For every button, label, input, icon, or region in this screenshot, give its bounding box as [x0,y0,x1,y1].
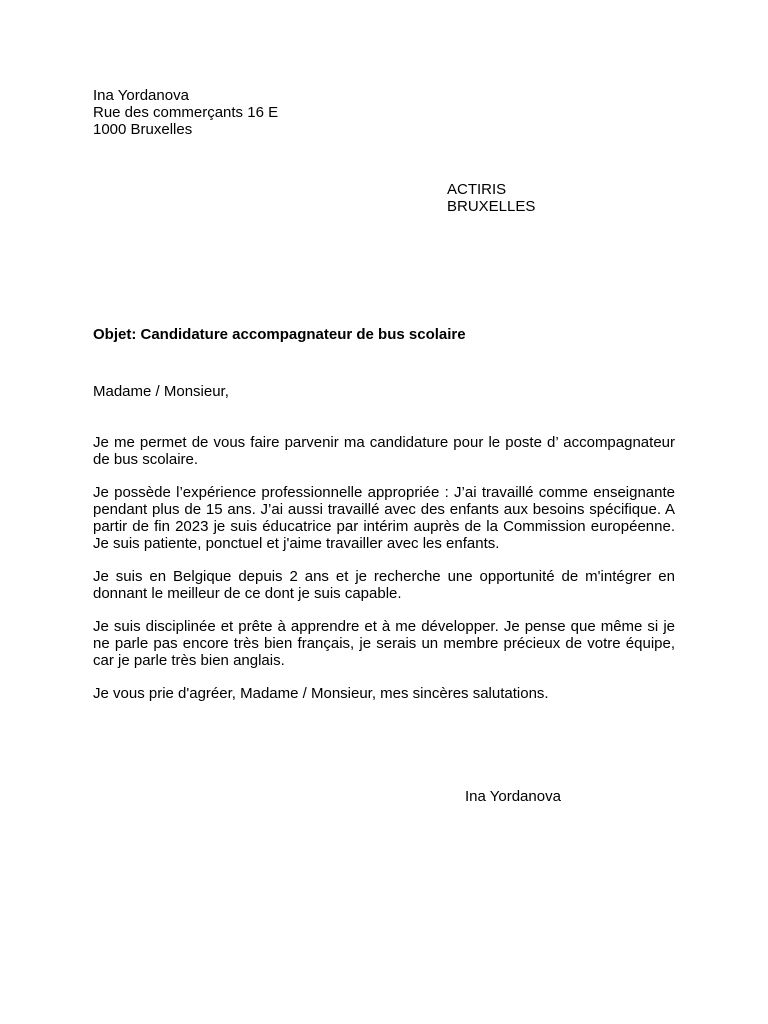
letter-subject: Objet: Candidature accompagnateur de bus scolaire [93,326,466,343]
sender-address [93,87,393,138]
sender-name: Ina Yordanova [93,87,189,104]
letter-body [93,434,675,718]
sender-city: 1000 Bruxelles [93,121,193,138]
body-paragraph-4: Je suis disciplinée et prête à apprendre et à me développer. Je pense que même si je ne parle pas encore très bien français, je serais un membre précieux de votre équipe, car je parle très bien anglais. [93,618,675,669]
recipient-line-2: BRUXELLES [447,198,536,215]
letter-salutation: Madame / Monsieur, [93,383,229,400]
recipient-line-1: ACTIRIS [447,181,507,198]
body-paragraph-3: Je suis en Belgique depuis 2 ans et je recherche une opportunité de m'intégrer en donnant le meilleur de ce dont je suis capable. [93,568,675,602]
closing-paragraph: Je vous prie d'agréer, Madame / Monsieur, mes sincères salutations. [93,685,549,702]
recipient-address [447,181,647,215]
sender-street: Rue des commerçants 16 E [93,104,279,121]
signature-name: Ina Yordanova [465,788,561,805]
body-paragraph-2: Je possède l’expérience professionnelle appropriée : J’ai travaillé comme enseignante pendant plus de 15 ans. J’ai aussi travaillé avec des enfants aux besoins spécifique. A partir de fin 2023 je suis éducatrice par intérim auprès de la Commission européenne. Je suis patiente, ponctuel et j'aime travailler avec les enfants. [93,484,675,552]
body-paragraph-1: Je me permet de vous faire parvenir ma candidature pour le poste d’ accompagnateur de bus scolaire. [93,434,675,468]
